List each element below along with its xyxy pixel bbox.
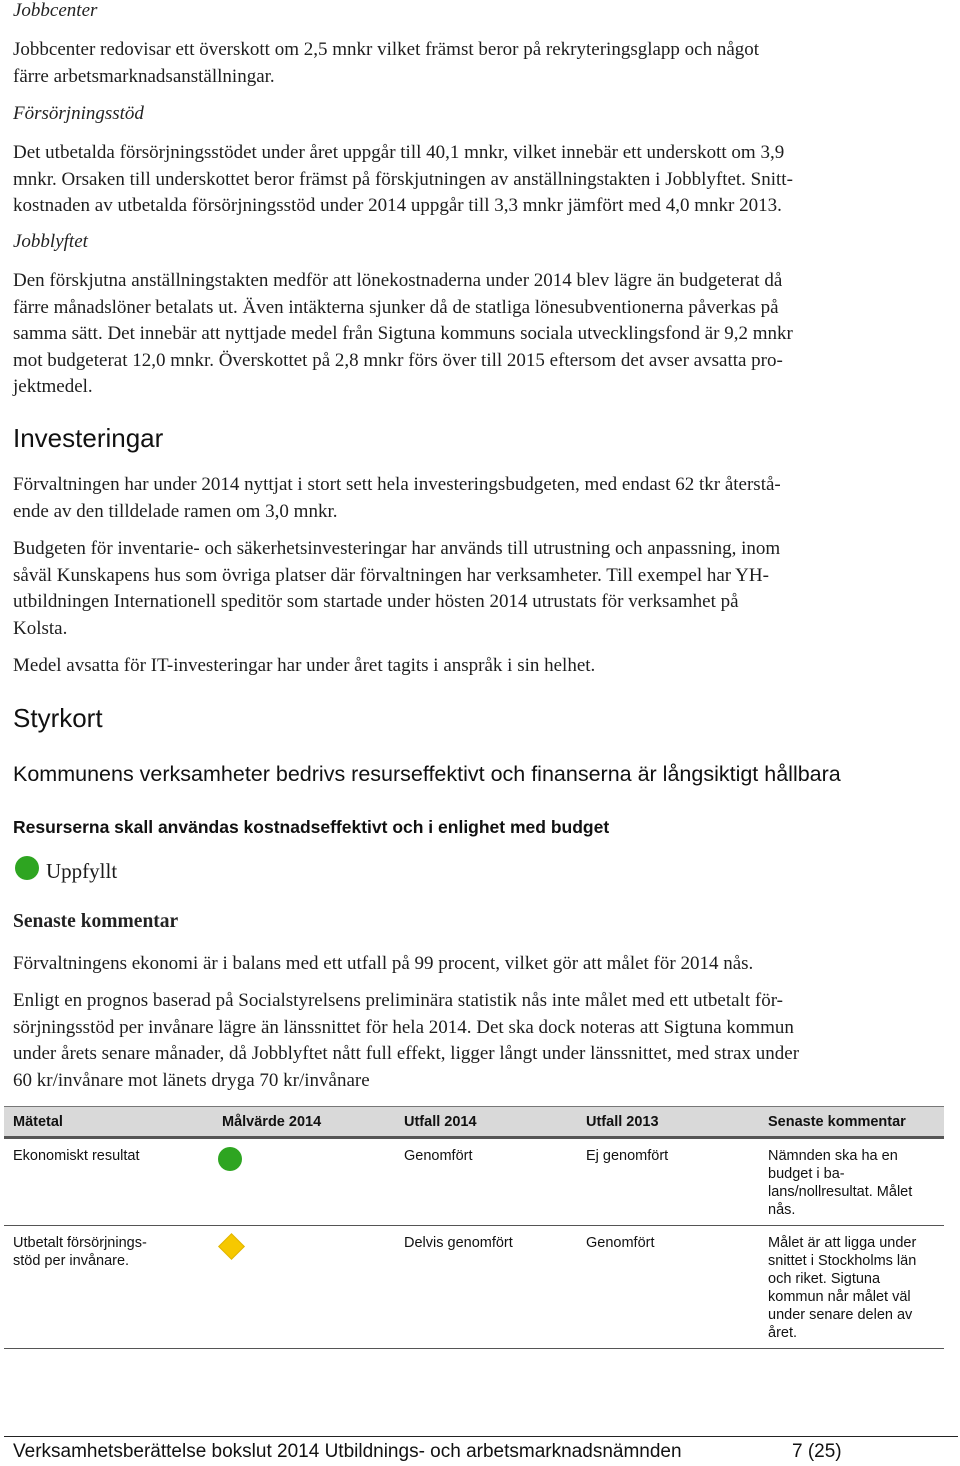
metric-cell: Ekonomiskt resultat — [4, 1138, 213, 1226]
comment-heading: Senaste kommentar — [13, 911, 179, 932]
col-header-target: Målvärde 2014 — [213, 1107, 395, 1138]
comment-paragraph-2: Enligt en prognos baserad på Socialstyrelsens preliminära statistik nås inte målet med ett utbetalt för- sörjningsstöd per invånare lägre än länssnittet för hela 2014. Det ska dock noteras att Sigtuna kommun under årets senare månader, då Jobblyftet nått full effekt, ligger långt under länssnittet, med strax under 60 kr/invånare mot länets dryga 70 kr/invånare — [13, 990, 800, 1091]
kpi-table — [4, 1106, 944, 1349]
utfall-2014-cell: Genomfört — [395, 1138, 577, 1226]
forsorjningsstod-heading: Försörjningsstöd — [13, 103, 144, 124]
utfall-2014-cell: Delvis genomfört — [395, 1226, 577, 1349]
investeringar-heading: Investeringar — [13, 423, 164, 453]
status-green-circle-icon — [15, 856, 39, 880]
comment-cell: Målet är att ligga under snittet i Stockholms län och riket. Sigtuna kommun når målet väl under senare delen av året. — [759, 1226, 944, 1349]
footer-divider — [4, 1436, 958, 1437]
col-header-comment: Senaste kommentar — [759, 1107, 944, 1138]
goal-heading: Kommunens verksamheter bedrivs resurseffektivt och finanserna är långsiktigt hållbara — [13, 762, 841, 786]
jobbcenter-paragraph: Jobbcenter redovisar ett överskott om 2,5 mnkr vilket främst beror på rekryteringsglapp och något färre arbetsmarknadsanställningar. — [13, 39, 760, 87]
jobblyftet-heading: Jobblyftet — [13, 231, 88, 252]
jobblyftet-paragraph: Den förskjutna anställningstakten medför att lönekostnaderna under 2014 blev lägre än budgeterat då färre månadslöner betalats ut. Även intäkterna sjunker då de statliga lönesubventionerna påverkas på samma sätt. Det innebär att nyttjade medel från Sigtuna kommuns sociala utvecklingsfond är 9,2 mnkr mot budgeterat 12,0 mnkr. Överskottet på 2,8 mnkr förs över till 2015 eftersom det avser avsatta pro- jektmedel. — [13, 270, 793, 397]
table-row — [4, 1138, 944, 1226]
table-header-row — [4, 1107, 944, 1138]
status-label: Uppfyllt — [46, 859, 118, 883]
utfall-2013-cell: Genomfört — [577, 1226, 759, 1349]
footer-title: Verksamhetsberättelse bokslut 2014 Utbildnings- och arbetsmarknadsnämnden — [13, 1441, 682, 1462]
subgoal-heading: Resurserna skall användas kostnadseffektivt och i enlighet med budget — [13, 817, 610, 837]
styrkort-heading: Styrkort — [13, 703, 103, 733]
yellow-diamond-indicator-icon — [218, 1233, 245, 1260]
target-cell — [213, 1138, 395, 1226]
utfall-2013-cell: Ej genomfört — [577, 1138, 759, 1226]
col-header-utfall-2014: Utfall 2014 — [395, 1107, 577, 1138]
forsorjningsstod-paragraph: Det utbetalda försörjningsstödet under året uppgår till 40,1 mnkr, vilket innebär ett underskott om 3,9 mnkr. Orsaken till underskottet beror främst på förskjutningen av anställningstakten i Jobblyftet. Snitt- kostnaden av utbetalda försörjningsstöd under 2014 uppgår till 3,3 mnkr jämfört med 4,0 mnkr 2013. — [13, 142, 793, 216]
investeringar-paragraph-1: Förvaltningen har under 2014 nyttjat i stort sett hela investeringsbudgeten, med endast 62 tkr återstå- ende av den tilldelade ramen om 3,0 mnkr. — [13, 474, 781, 522]
target-cell — [213, 1226, 395, 1349]
green-circle-indicator-icon — [218, 1147, 242, 1171]
col-header-metric: Mätetal — [4, 1107, 213, 1138]
col-header-utfall-2013: Utfall 2013 — [577, 1107, 759, 1138]
investeringar-paragraph-3: Medel avsatta för IT-investeringar har under året tagits i anspråk i sin helhet. — [13, 655, 596, 676]
metric-cell: Utbetalt försörjnings- stöd per invånare. — [4, 1226, 213, 1349]
comment-cell: Nämnden ska ha en budget i ba- lans/nollresultat. Målet nås. — [759, 1138, 944, 1226]
comment-paragraph-1: Förvaltningens ekonomi är i balans med ett utfall på 99 procent, vilket gör att målet för 2014 nås. — [13, 953, 754, 974]
jobbcenter-heading: Jobbcenter — [13, 0, 98, 21]
page-number: 7 (25) — [792, 1441, 842, 1462]
investeringar-paragraph-2: Budgeten för inventarie- och säkerhetsinvesteringar har används till utrustning och anpassning, inom såväl Kunskapens hus som övriga platser där förvaltningen har verksamheter. Till exempel har YH- utbildningen Internationell speditör som startade under hösten 2014 utrustats för verksamhet på Kolsta. — [13, 538, 781, 639]
table-row — [4, 1226, 944, 1349]
